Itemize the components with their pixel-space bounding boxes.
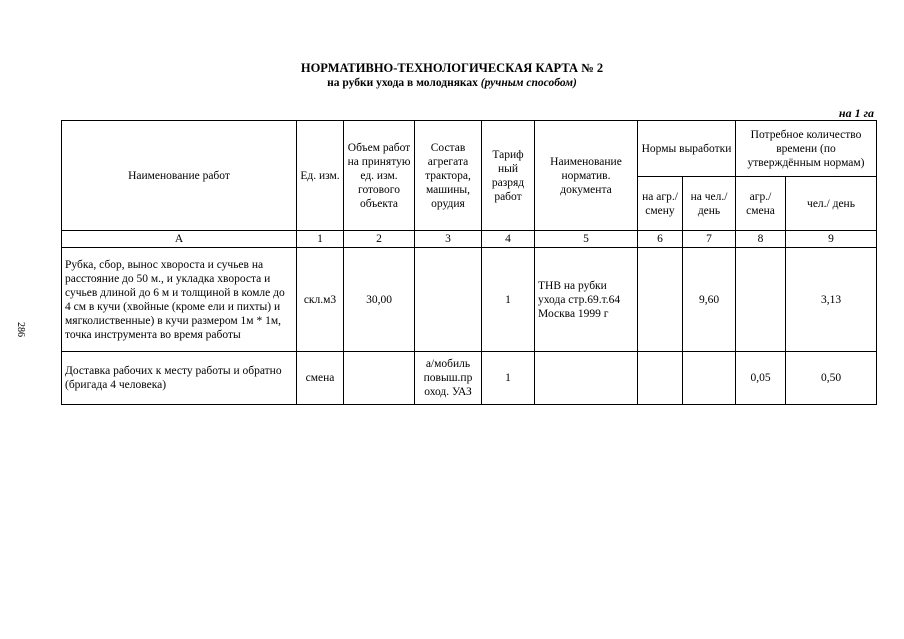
page-title: НОРМАТИВНО-ТЕХНОЛОГИЧЕСКАЯ КАРТА № 2: [300, 61, 604, 75]
cell-tariff: 1: [482, 352, 535, 405]
index-cell: 7: [683, 231, 736, 248]
index-row: [62, 231, 877, 248]
cell-output-per-unit: [638, 352, 683, 405]
header-composition: Состав агрегата трактора, машины, орудия: [415, 121, 482, 231]
header-tariff: Тариф ный разряд работ: [482, 121, 535, 231]
cell-tariff: 1: [482, 248, 535, 352]
index-cell: 8: [736, 231, 786, 248]
cell-unit: скл.м3: [297, 248, 344, 352]
cell-composition: а/мобиль повыш.пр оход. УАЗ: [415, 352, 482, 405]
header-volume: Объем работ на принятую ед. изм. готового объекта: [344, 121, 415, 231]
cell-norm-doc: [535, 352, 638, 405]
header-output-norms: Нормы выработки: [638, 121, 736, 177]
cell-volume: [344, 352, 415, 405]
header-time-agr: агр./ смена: [736, 177, 786, 231]
cell-work-name: Доставка рабочих к месту работы и обратно (бригада 4 человека): [62, 352, 297, 405]
title-block: [0, 61, 904, 90]
subtitle-italic: (ручным способом): [480, 77, 577, 89]
header-row-1: [62, 121, 877, 177]
header-time-required: Потребное количество времени (по утверждённым нормам): [736, 121, 877, 177]
cell-volume: 30,00: [344, 248, 415, 352]
cell-composition: [415, 248, 482, 352]
header-norm-doc: Наименование норматив. документа: [535, 121, 638, 231]
cell-work-name: Рубка, сбор, вынос хвороста и сучьев на расстояние до 50 м., и укладка хвороста и сучьев длиной до 6 м и толщиной в комле до 4 см в кучи (хвойные (кроме ели и пихты) и мягколиственные) в кучи размером 1м * 1м, точка инструмента во время работы: [62, 248, 297, 352]
subtitle-main: на рубки ухода в молодняках: [327, 77, 478, 89]
index-cell: 2: [344, 231, 415, 248]
page-subtitle: [0, 76, 904, 90]
cell-time-person: 3,13: [786, 248, 877, 352]
index-cell: А: [62, 231, 297, 248]
cell-norm-doc: ТНВ на рубки ухода стр.69.т.64 Москва 1999 г: [535, 248, 638, 352]
index-cell: 3: [415, 231, 482, 248]
cell-time-person: 0,50: [786, 352, 877, 405]
cell-output-per-person: 9,60: [683, 248, 736, 352]
index-cell: 6: [638, 231, 683, 248]
header-output-per-person: на чел./ день: [683, 177, 736, 231]
unit-note: на 1 га: [838, 106, 874, 120]
cell-output-per-person: [683, 352, 736, 405]
header-unit: Ед. изм.: [297, 121, 344, 231]
norm-card-table: [61, 120, 877, 405]
index-cell: 1: [297, 231, 344, 248]
index-cell: 9: [786, 231, 877, 248]
cell-time-agr: [736, 248, 786, 352]
table-row: [62, 352, 877, 405]
cell-time-agr: 0,05: [736, 352, 786, 405]
header-time-person: чел./ день: [786, 177, 877, 231]
header-work-name: Наименование работ: [62, 121, 297, 231]
cell-output-per-unit: [638, 248, 683, 352]
header-output-per-unit: на агр./ смену: [638, 177, 683, 231]
side-page-number: 286: [15, 322, 26, 337]
table-row: [62, 248, 877, 352]
index-cell: 5: [535, 231, 638, 248]
index-cell: 4: [482, 231, 535, 248]
cell-unit: смена: [297, 352, 344, 405]
